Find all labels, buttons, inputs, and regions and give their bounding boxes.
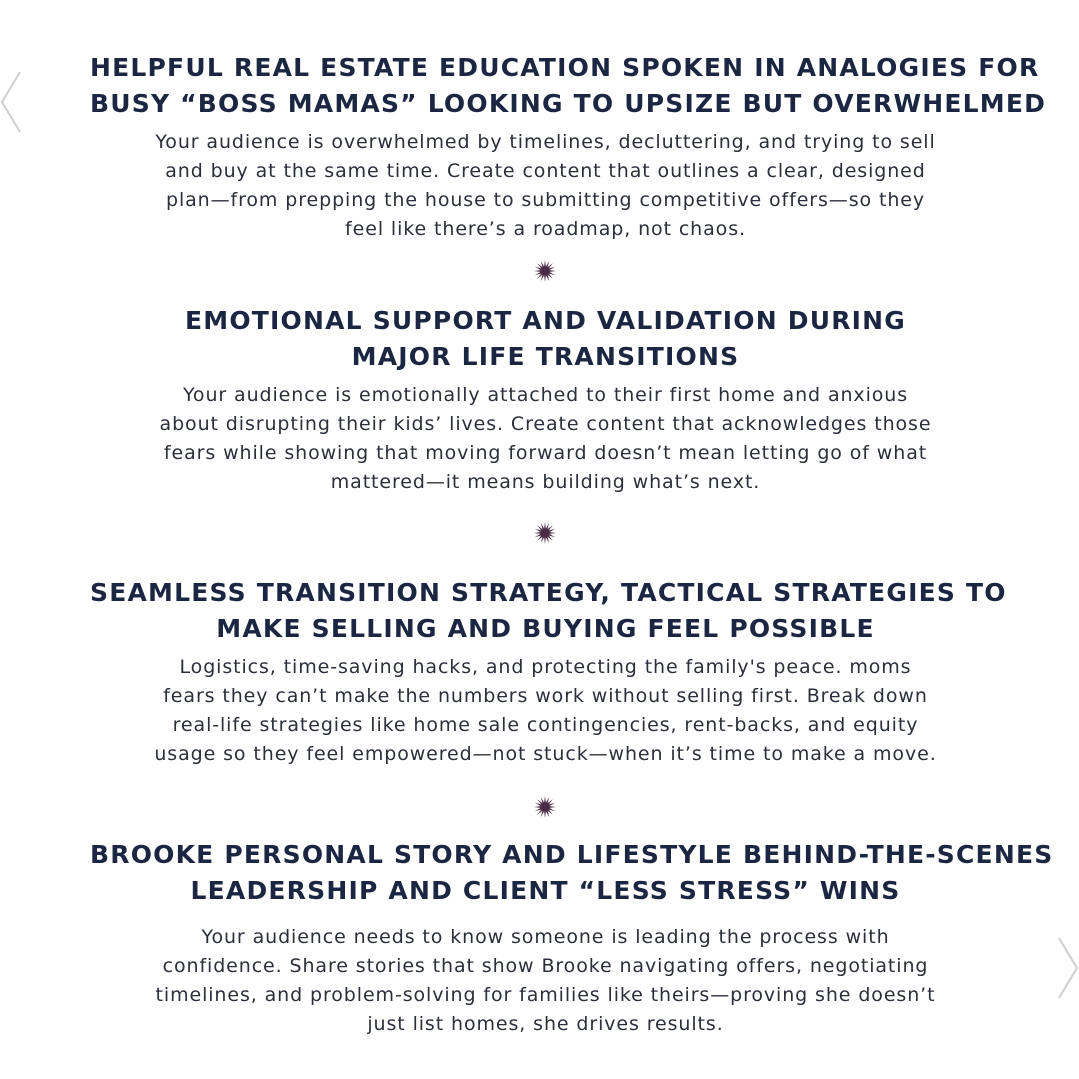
starburst-icon — [530, 256, 560, 286]
section-heading — [90, 50, 1047, 122]
body-line: just list homes, she drives results. — [367, 1013, 724, 1035]
chevron-right-icon[interactable] — [1057, 936, 1079, 1000]
section-body — [90, 381, 1001, 497]
section-transition-strategy — [90, 575, 1007, 769]
body-line: Your audience is emotionally attached to their first home and anxious — [182, 384, 909, 406]
heading-line: MAJOR LIFE TRANSITIONS — [351, 342, 740, 371]
starburst-icon — [530, 518, 560, 548]
body-line: feel like there’s a roadmap, not chaos. — [345, 218, 746, 240]
section-body — [90, 923, 1001, 1039]
starburst-icon — [530, 792, 560, 822]
body-line: mattered—it means building what’s next. — [330, 471, 761, 493]
body-line: usage so they feel empowered—not stuck—when it’s time to make a move. — [154, 743, 937, 765]
body-line: plan—from prepping the house to submitting competitive offers—so they — [166, 189, 925, 211]
body-line: Your audience needs to know someone is leading the process with — [201, 926, 890, 948]
body-line: Your audience is overwhelmed by timelines, decluttering, and trying to sell — [155, 131, 936, 153]
heading-line: SEAMLESS TRANSITION STRATEGY, TACTICAL STRATEGIES TO — [90, 578, 1007, 607]
body-line: confidence. Share stories that show Brooke navigating offers, negotiating — [162, 955, 929, 977]
heading-line: BUSY “BOSS MAMAS” LOOKING TO UPSIZE BUT OVERWHELMED — [90, 89, 1047, 118]
section-body — [90, 128, 1001, 244]
body-line: Logistics, time-saving hacks, and protecting the family's peace. moms — [179, 656, 912, 678]
chevron-left-icon[interactable] — [0, 70, 22, 134]
section-education — [90, 50, 1047, 244]
heading-line: BROOKE PERSONAL STORY AND LIFESTYLE BEHIND-THE-SCENES — [90, 840, 1054, 869]
heading-line: MAKE SELLING AND BUYING FEEL POSSIBLE — [216, 614, 875, 643]
body-line: fears while showing that moving forward doesn’t mean letting go of what — [163, 442, 928, 464]
body-line: and buy at the same time. Create content that outlines a clear, designed — [165, 160, 926, 182]
body-line: fears they can’t make the numbers work without selling first. Break down — [163, 685, 928, 707]
body-line: timelines, and problem-solving for families like theirs—proving she doesn’t — [155, 984, 936, 1006]
heading-line: LEADERSHIP AND CLIENT “LESS STRESS” WINS — [190, 876, 901, 905]
section-heading — [90, 575, 1007, 647]
heading-line: HELPFUL REAL ESTATE EDUCATION SPOKEN IN ANALOGIES FOR — [90, 53, 1040, 82]
section-body — [90, 653, 1001, 769]
body-line: about disrupting their kids’ lives. Create content that acknowledges those — [159, 413, 932, 435]
section-personal-story — [90, 837, 1054, 1039]
section-emotional-support — [90, 303, 1001, 497]
body-line: real-life strategies like home sale contingencies, rent-backs, and equity — [172, 714, 919, 736]
section-heading — [90, 303, 1001, 375]
heading-line: EMOTIONAL SUPPORT AND VALIDATION DURING — [184, 306, 906, 335]
section-heading — [90, 837, 1054, 909]
